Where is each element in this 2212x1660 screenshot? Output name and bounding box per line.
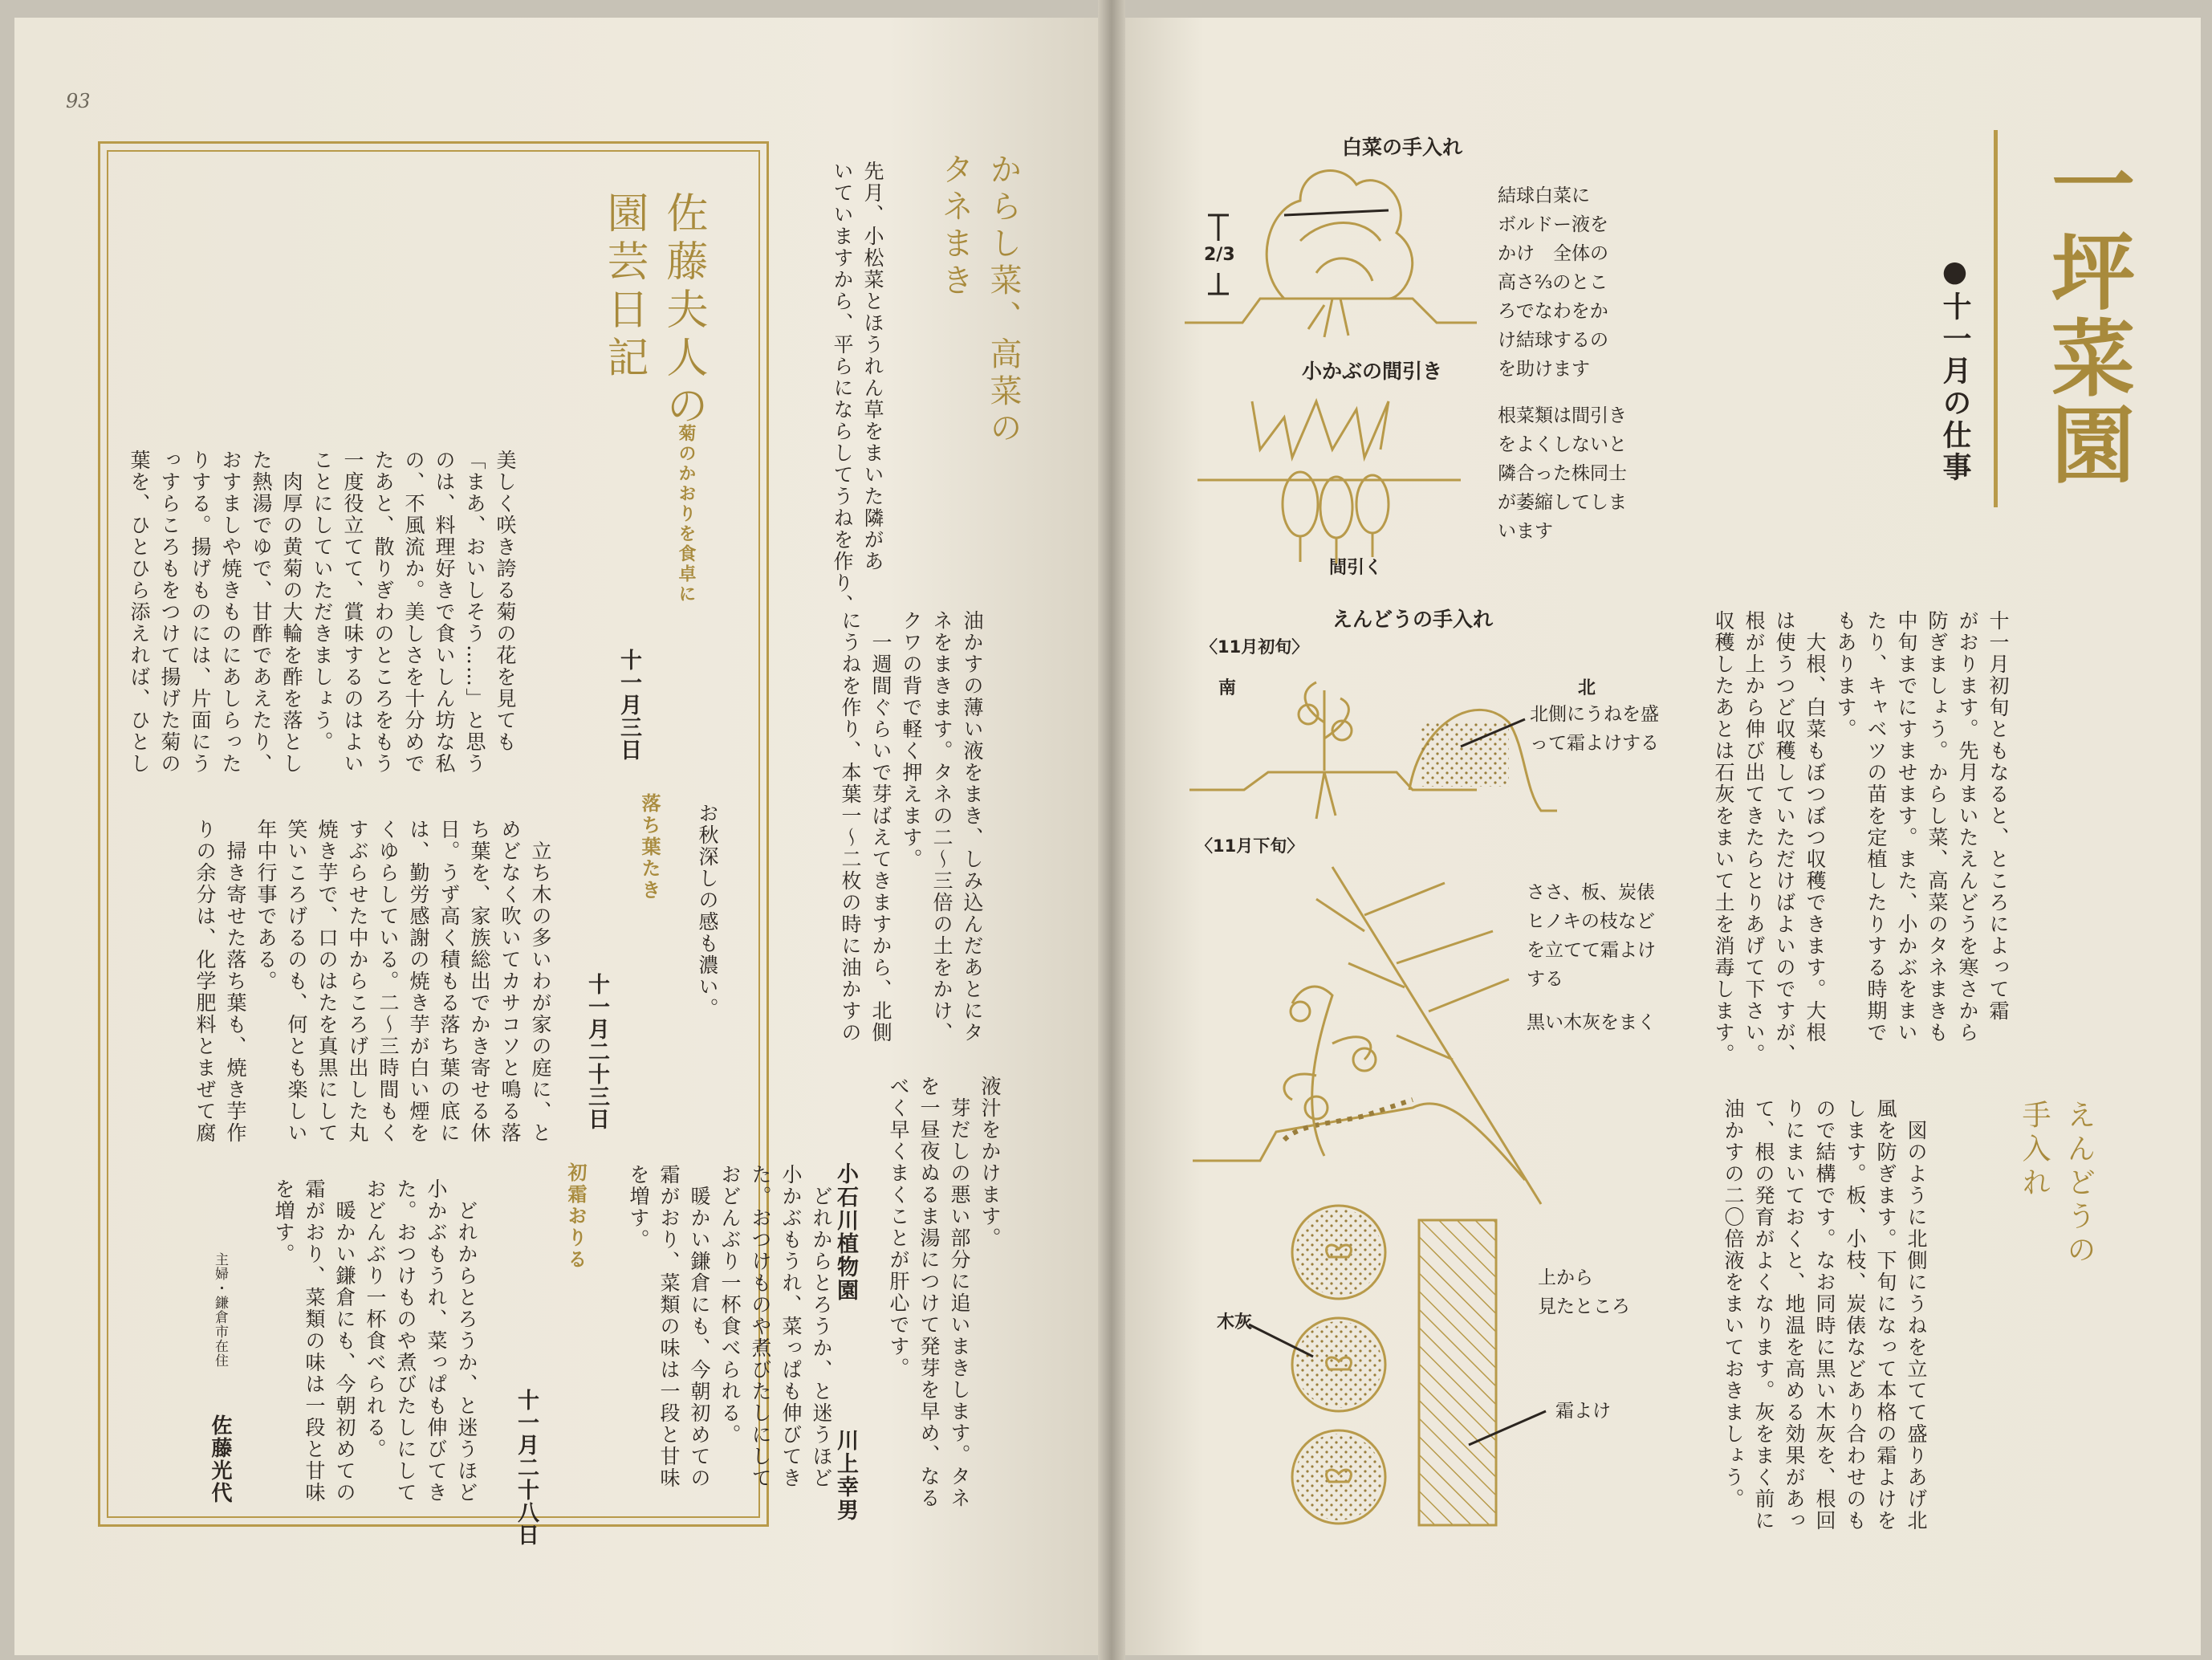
hakusai-fraction: 2/3 [1204,245,1235,265]
karashi-text1: 先月、小松菜とほうれん草をまいた隣があ いていますから、平らにならしてうねを作り、 [831,161,884,616]
endo-figure-title: えんどうの手入れ [1332,608,1494,631]
late-caption: ささ、板、炭俵 ヒノキの枝など を立てて霜よけ する [1527,882,1656,990]
hitotsubo-subtitle: ●十一月の仕事 [1938,255,1971,484]
endo-late-illustration [1193,867,1541,1204]
hitotsubo-intro: 十一月初旬ともなると、ところによって霜 がおります。先月まいたえんどうを寒さから 防ぎましょう。からし菜、高菜のタネまきも 中旬までにすませます。また、小かぶをまい たり、キャベツの苗を定植したりする時期で もあります。 大根、白菜もぼつぼつ収穫できます。大根 は使うつど収穫していただけばよいのですが、 根が上から伸び出てきたらとりあげて下さい。 収穫したあとは石灰をまいて土を消毒します。 [1712,610,2010,1065]
diary-entry1-date: 十一月三日 [616,649,641,761]
mabiku-label: 間引く [1329,558,1383,578]
diary-entry3-subtitle: 初霜おりる [564,1162,588,1271]
south-label: 南 [1218,678,1237,698]
top-view-illustration [1292,1206,1496,1525]
shimoyoke-label: 霜よけ [1555,1401,1611,1422]
diary-entry3-date: 十一月二十八日 [514,1389,539,1546]
diary-entry1-subtitle: 菊のかおりを食卓に [676,424,697,604]
diary-entry1-text: 美しく咲き誇る菊の花を見ても 「まあ、おいしそう……」と思う のは、料理好きで食いしん坊な私 の、不風流か。美しさを十分めで たあと、散りぎわのところをもう 一度役立てて、賞味するのはよい ことにしていただきましょう。 肉厚の黄菊の大輪を酢を落とし た熱湯でゆで、甘酢であえたり、 おすましや焼きものにあしらった りする。揚げものには、片面にう っすらころもをつけて揚げた菊の 葉を、ひとひら添えれば、ひとし [128,450,517,775]
north-label: 北 [1578,678,1596,698]
diary-entry3-text: どれからとろうか、と迷うほど 小かぶもうれ、菜っぱも伸びてき た。おつけものや煮びたしにして おどんぶり一杯食べられる。 暖かい鎌倉にも、今朝初めての 霜がおり、菜類の味は一段と甘味 を増す。 [272,1178,478,1503]
diary-title: 佐藤夫人の 園芸日記 [600,191,707,432]
diary-entry2-intro: お秋深しの感も濃い。 [696,803,719,1019]
karashi-author-org: 小石川植物園 [833,1162,858,1302]
north-caption: 北側にうねを盛 って霜よけする [1530,704,1659,754]
page-number: 93 [66,90,91,112]
diary-author: 佐藤光代 [208,1414,232,1504]
kokabu-illustration [1197,401,1461,564]
hitotsubo-title: 一坪菜園 [2037,141,2136,488]
endo-title: えんどうの 手入れ [2018,1100,2096,1268]
kibai-label: 木灰 [1217,1312,1253,1332]
hakusai-title: 白菜の手入れ [1342,136,1463,159]
karashi-text3: 液汁をかけます。 芽だしの悪い部分に追いまきします。タネ を一昼夜ぬるま湯につけて発芽を早め、なる べく早くまくことが肝心です。 [887,1076,1002,1509]
diary-entry2-text: 立ち木の多いわが家の庭に、と めどなく吹いてカサコソと鳴る落 ち葉を、家族総出でかき寄せる休 日。うず高く積もる落ち葉の底に は、勤労感謝の焼き芋が白い煙を くゆらしている。二～三時間もく すぶらせた中からころげ出した丸 焼き芋で、口のはたを真黒にして 笑いころげるのも、何とも楽しい 年中行事である。 掃き寄せた落ち葉も、焼き芋作 りの余分は、化学肥料とまぜて腐 [193,819,552,1144]
karashi-title: からし菜、高菜の タネまき [937,153,1022,448]
diary-entry2-date: 十一月二十三日 [584,973,609,1130]
endo-early-illustration [1189,682,1557,819]
diary-entry3-lead: どれからとろうか、と迷うほど 小かぶもうれ、菜っぱも伸びてき た。おつけものや煮びたしにして おどんぶり一杯食べられる。 暖かい鎌倉にも、今朝初めての 霜がおり、菜類の味は一段と甘味 を増す。 [627,1164,833,1489]
kokabu-title: 小かぶの間引き [1302,360,1443,383]
ash-caption: 黒い木灰をまく [1527,1012,1656,1033]
endo-text: 図のように北側にうねを立てて盛りあげ北 風を防ぎます。下旬になって本格の霜よけを します。板、小枝、炭俵などあり合わせのも ので結構です。なお同時に黒い木灰を、根回 りにまいておくと、地温を高める効果があっ て、根の発育がよくなります。灰をまく前に 油かすの二〇倍液をまいておきましょう。 [1722,1098,1928,1532]
kokabu-caption: 根菜類は間引き をよくしないと 隣合った株同士 が萎縮してしま います [1498,405,1627,542]
diary-entry2-subtitle: 落ち葉たき [638,793,661,901]
diary-author-note: 主婦・鎌倉市在住 [212,1252,228,1368]
late-label: 〈11月下旬〉 [1196,836,1304,856]
hakusai-caption: 結球白菜に ボルドー液を かけ 全体の 高さ⅔のとこ ろでなわをか け結球するの を助けます [1498,185,1608,380]
early-label: 〈11月初旬〉 [1201,637,1309,657]
karashi-author: 川上幸男 [833,1429,858,1522]
karashi-text2: 油かすの薄い液をまき、しみ込んだあとにタ ネをまきます。タネの二～三倍の土をかけ、 クワの背で軽く押えます。 一週間ぐらいで芽ばえてきますから、北側 にうねを作り、本葉一～二枚の時に油かすの [839,610,984,1044]
top-view-caption: 上から 見たところ [1538,1267,1630,1317]
